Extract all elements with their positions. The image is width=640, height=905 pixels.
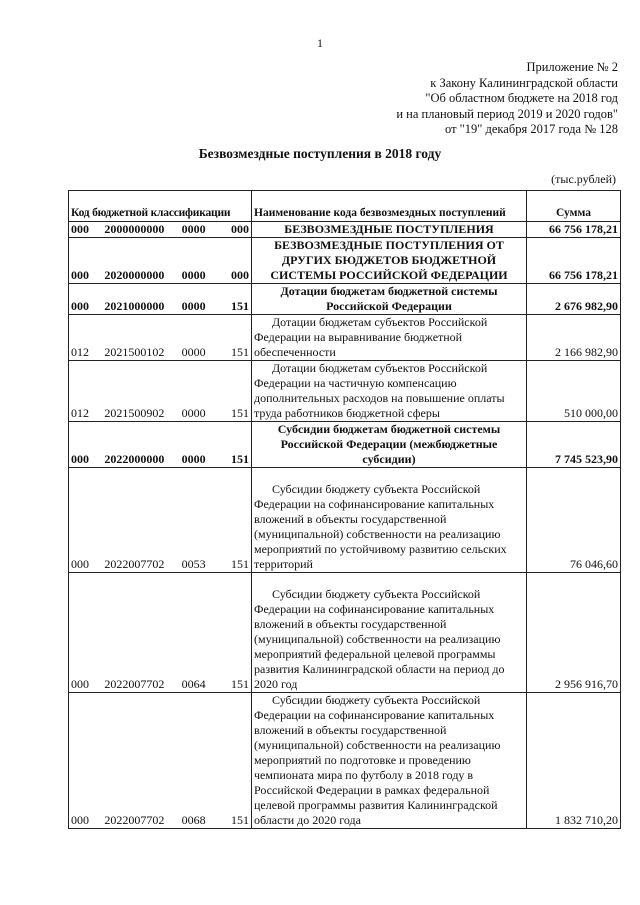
code-cell (69, 573, 252, 693)
code-part-c3: 0000 (181, 406, 206, 420)
name-cell: Дотации бюджетам бюджетной системы Российской Федерации (252, 284, 527, 315)
table-row (69, 284, 621, 315)
code-part-c3: 0000 (181, 299, 206, 313)
code-part-c2: 2022007702 (104, 677, 165, 691)
units-label: (тыс.рублей) (551, 172, 616, 186)
budget-table (68, 190, 621, 829)
table-row (69, 573, 621, 693)
code-part-c2: 2021000000 (104, 299, 165, 313)
header-code: Код бюджетной классификации (69, 191, 252, 222)
code-part-c2: 2021500902 (104, 406, 165, 420)
code-part-c2: 2022007702 (104, 557, 165, 571)
table-header-row (69, 191, 621, 222)
appendix-line: "Об областном бюджете на 2018 год (425, 91, 618, 105)
appendix-line: от "19" декабря 2017 года № 128 (445, 122, 618, 136)
code-part-c3: 0064 (181, 677, 206, 691)
code-part-c4: 151 (230, 452, 249, 466)
code-part-c3: 0000 (181, 345, 206, 359)
code-part-c2: 2022007702 (104, 813, 165, 827)
sum-cell: 66 756 178,21 (527, 238, 621, 284)
table-row (69, 315, 621, 361)
sum-cell: 76 046,60 (527, 468, 621, 573)
code-part-c4: 151 (230, 813, 249, 827)
sum-cell: 7 745 523,90 (527, 422, 621, 468)
code-cell (69, 468, 252, 573)
code-part-c2: 2021500102 (104, 345, 165, 359)
code-part-c1: 000 (71, 813, 89, 827)
code-cell (69, 361, 252, 422)
code-part-c4: 151 (230, 677, 249, 691)
code-part-c1: 000 (71, 222, 89, 236)
code-cell (69, 693, 252, 829)
code-part-c1: 000 (71, 452, 89, 466)
code-part-c1: 012 (71, 345, 89, 359)
code-part-c3: 0000 (181, 268, 206, 282)
table-row (69, 238, 621, 284)
name-cell: БЕЗВОЗМЕЗДНЫЕ ПОСТУПЛЕНИЯ (252, 222, 527, 238)
table-row (69, 693, 621, 829)
code-part-c1: 000 (71, 557, 89, 571)
code-part-c4: 151 (230, 406, 249, 420)
appendix-line: к Закону Калининградской области (430, 75, 618, 90)
code-cell (69, 222, 252, 238)
code-cell (69, 315, 252, 361)
code-part-c3: 0000 (181, 222, 206, 236)
code-part-c2: 2000000000 (104, 222, 165, 236)
header-sum: Сумма (527, 191, 621, 222)
name-cell: Дотации бюджетам субъектов Российской Федерации на частичную компенсацию дополнительных расходов на повышение оплаты труда работников бюджетной сферы (252, 361, 527, 422)
code-part-c4: 151 (230, 299, 249, 313)
code-part-c1: 000 (71, 268, 89, 282)
name-cell: Субсидии бюджету субъекта Российской Федерации на софинансирование капитальных вложений в объекты государственной (муниципальной) собственности на реализацию мероприятий по устойчивому развитию сельских территорий (252, 468, 527, 573)
sum-cell: 510 000,00 (527, 361, 621, 422)
name-cell: Субсидии бюджетам бюджетной системы Российской Федерации (межбюджетные субсидии) (252, 422, 527, 468)
sum-cell: 2 676 982,90 (527, 284, 621, 315)
code-part-c4: 151 (230, 345, 249, 359)
appendix-block (396, 60, 618, 138)
name-cell: Субсидии бюджету субъекта Российской Федерации на софинансирование капитальных вложений в объекты государственной (муниципальной) собственности на реализацию мероприятий федеральной целевой программы развития Калининградской области на период до 2020 год (252, 573, 527, 693)
code-part-c4: 000 (230, 268, 249, 282)
document-title: Безвозмездные поступления в 2018 году (198, 146, 442, 161)
code-part-c2: 2022000000 (104, 452, 165, 466)
appendix-line: Приложение № 2 (526, 60, 618, 74)
header-name: Наименование кода безвозмездных поступлений (252, 191, 527, 222)
table-row (69, 222, 621, 238)
table-row (69, 422, 621, 468)
appendix-line: и на плановый период 2019 и 2020 годов" (396, 106, 618, 121)
code-part-c1: 000 (71, 299, 89, 313)
code-cell (69, 422, 252, 468)
sum-cell: 66 756 178,21 (527, 222, 621, 238)
code-part-c3: 0068 (181, 813, 206, 827)
code-part-c4: 151 (230, 557, 249, 571)
code-part-c3: 0000 (181, 452, 206, 466)
code-cell (69, 284, 252, 315)
sum-cell: 2 166 982,90 (527, 315, 621, 361)
name-cell: БЕЗВОЗМЕЗДНЫЕ ПОСТУПЛЕНИЯ ОТ ДРУГИХ БЮДЖЕТОВ БЮДЖЕТНОЙ СИСТЕМЫ РОССИЙСКОЙ ФЕДЕРАЦИИ (252, 238, 527, 284)
code-cell (69, 238, 252, 284)
code-part-c1: 000 (71, 677, 89, 691)
code-part-c1: 012 (71, 406, 89, 420)
page-number: 1 (317, 36, 323, 50)
code-part-c4: 000 (230, 222, 249, 236)
table-row (69, 468, 621, 573)
sum-cell: 1 832 710,20 (527, 693, 621, 829)
sum-cell: 2 956 916,70 (527, 573, 621, 693)
name-cell: Субсидии бюджету субъекта Российской Федерации на софинансирование капитальных вложений в объекты государственной (муниципальной) собственности на реализацию мероприятий по подготовке и проведению чемпионата мира по футболу в 2018 году в Российской Федерации в рамках федеральной целевой программы развития Калининградской области до 2020 года (252, 693, 527, 829)
code-part-c2: 2020000000 (104, 268, 165, 282)
name-cell: Дотации бюджетам субъектов Российской Федерации на выравнивание бюджетной обеспеченности (252, 315, 527, 361)
code-part-c3: 0053 (181, 557, 206, 571)
table-row (69, 361, 621, 422)
